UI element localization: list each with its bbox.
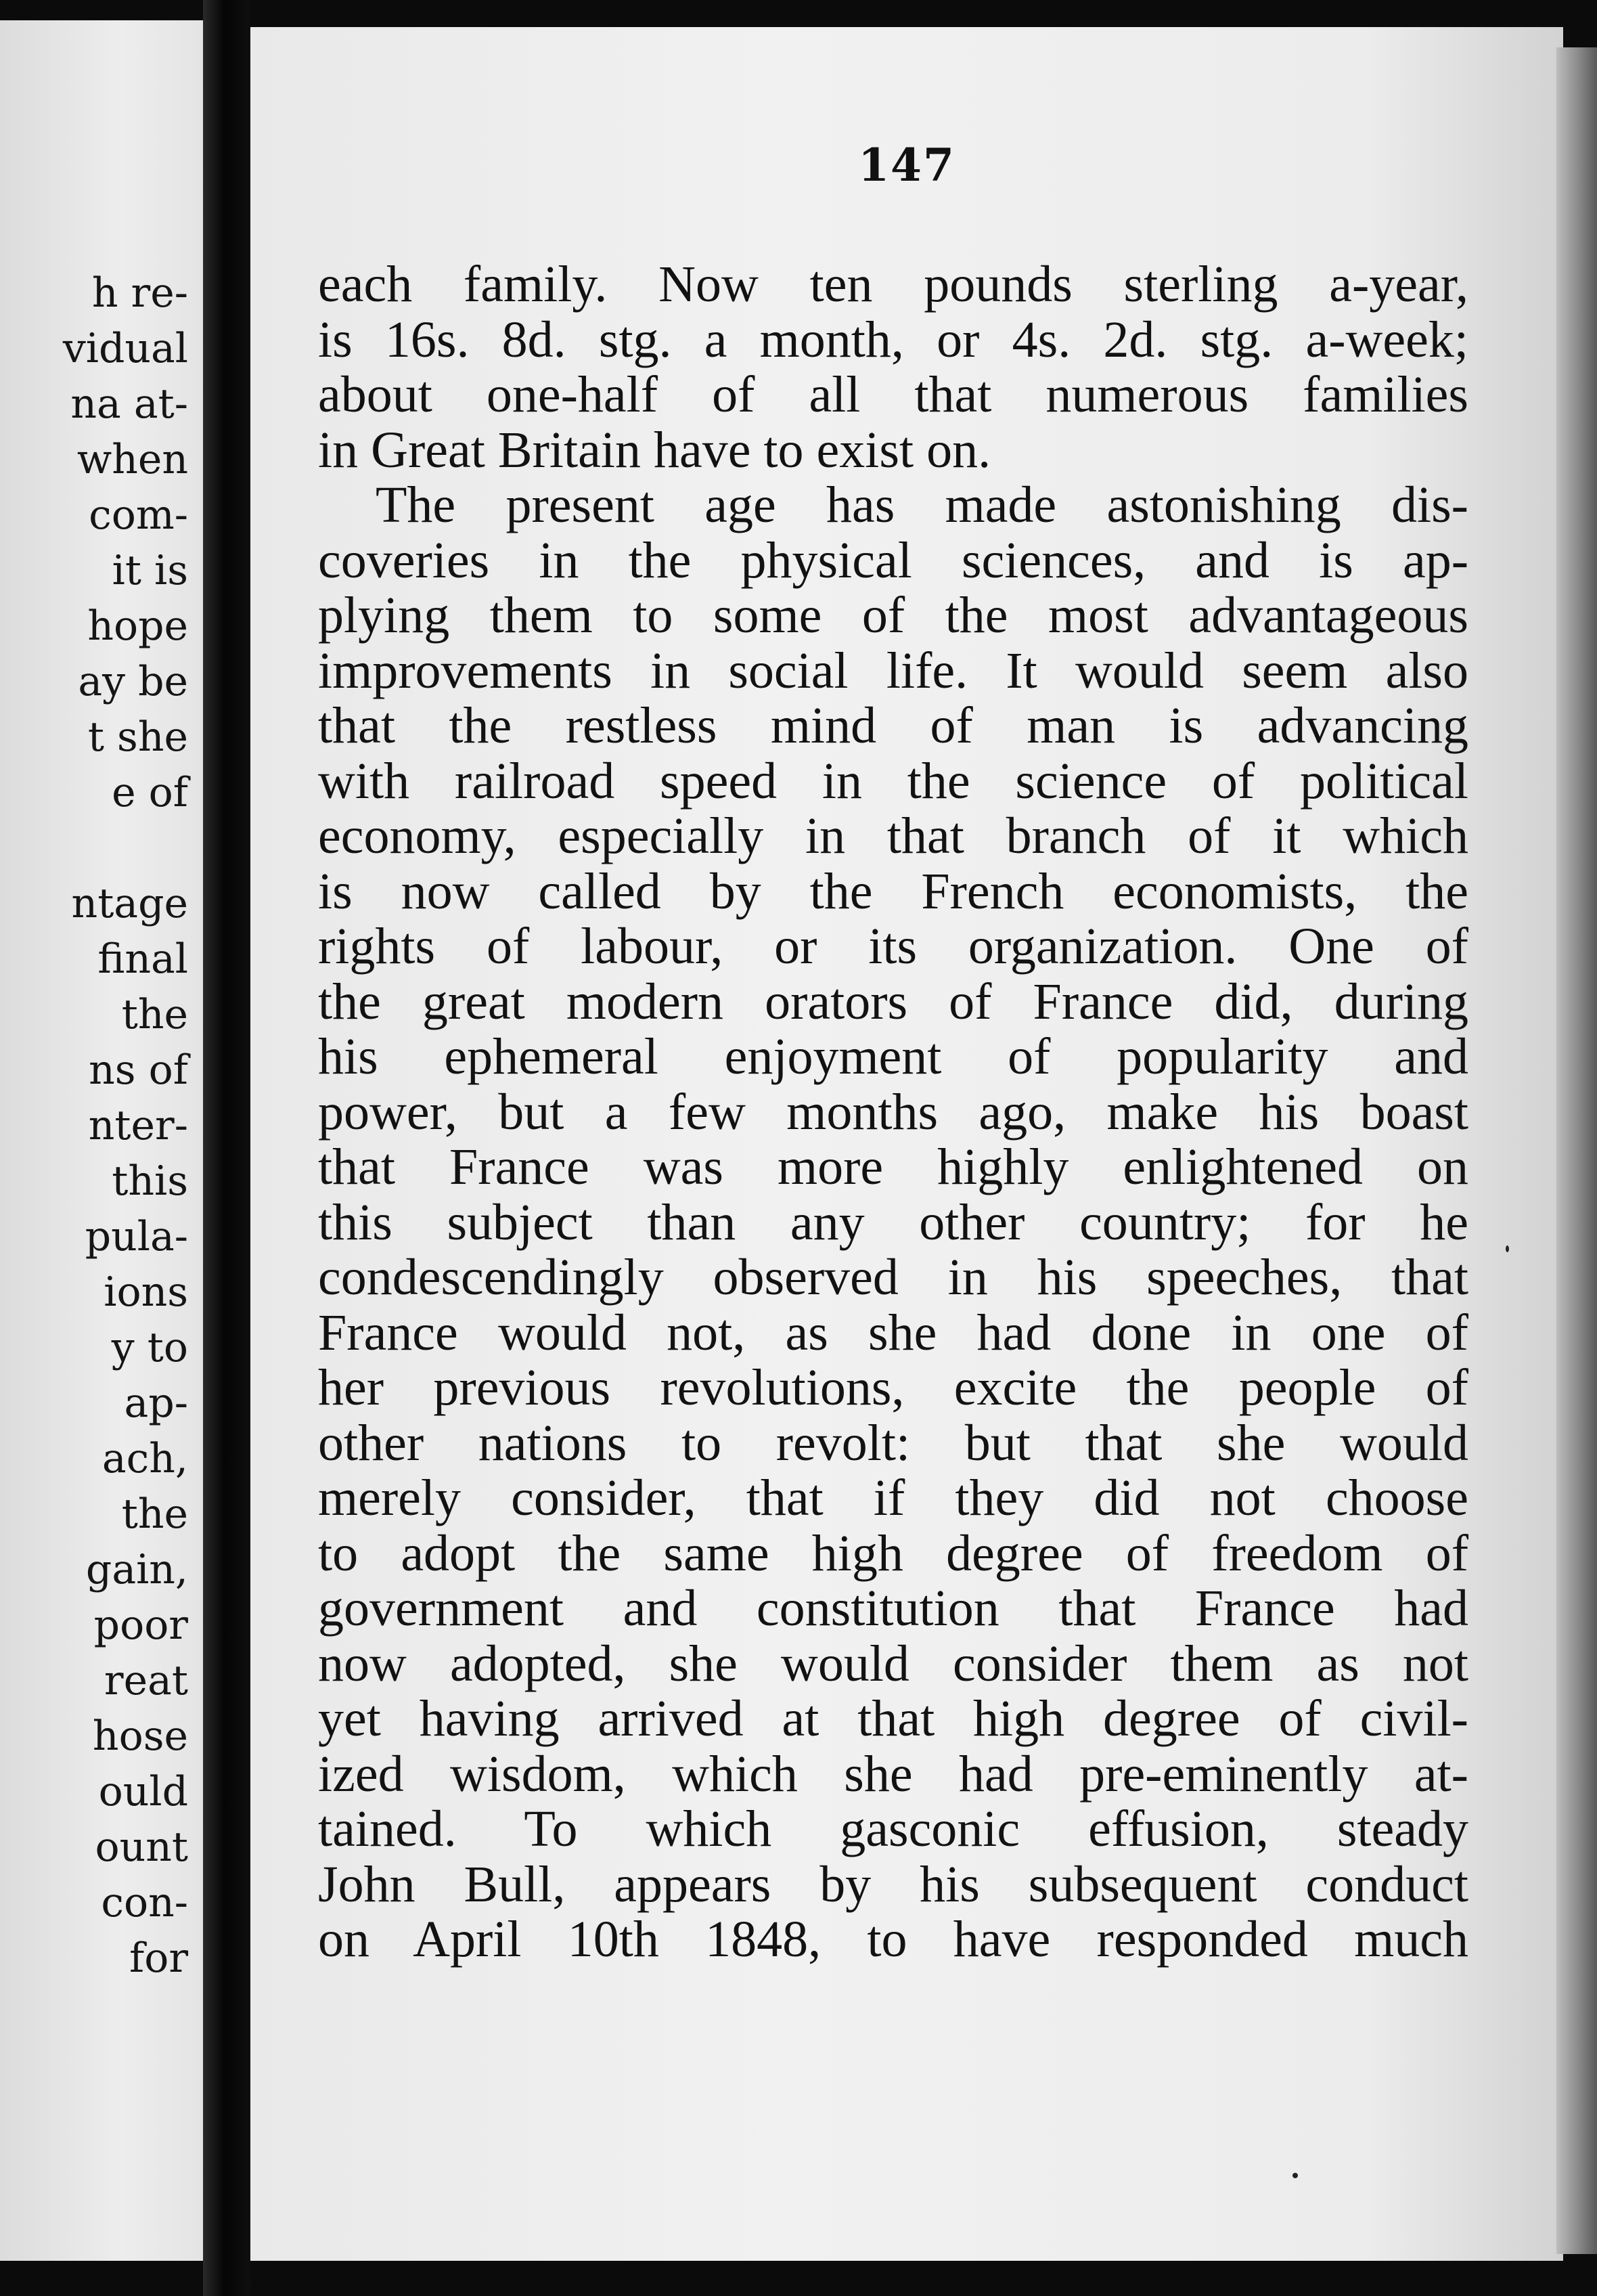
fragment-line: ould bbox=[98, 1768, 188, 1815]
text-line: in Great Britain have to exist on. bbox=[318, 421, 991, 479]
text-line: coveries in the physical sciences, and is ap- bbox=[318, 531, 1468, 589]
text-line: improvements in social life. It would seem also bbox=[318, 642, 1468, 699]
text-line: government and constitution that France had bbox=[318, 1580, 1468, 1637]
previous-page-edge bbox=[0, 20, 203, 2261]
fragment-line: nter- bbox=[88, 1102, 188, 1149]
fragment-line: the bbox=[121, 991, 188, 1038]
text-line: on April 10th 1848, to have responded much bbox=[318, 1911, 1468, 1968]
fragment-line: pula- bbox=[85, 1213, 188, 1260]
fragment-line: it is bbox=[112, 547, 188, 594]
text-line: that the restless mind of man is advancing bbox=[318, 697, 1468, 754]
text-line: plying them to some of the most advantageous bbox=[318, 587, 1468, 644]
fragment-line: hope bbox=[87, 602, 188, 650]
fragment-line: the bbox=[121, 1491, 188, 1538]
text-line: the great modern orators of France did, during bbox=[318, 973, 1468, 1030]
text-line: power, but a few months ago, make his boast bbox=[318, 1083, 1468, 1141]
text-line: each family. Now ten pounds sterling a-year, bbox=[318, 256, 1468, 313]
text-line: The present age has made astonishing dis- bbox=[376, 477, 1468, 533]
text-line: yet having arrived at that high degree of civil- bbox=[318, 1690, 1468, 1747]
text-line: to adopt the same high degree of freedom of bbox=[318, 1524, 1468, 1582]
fragment-line: t she bbox=[87, 713, 188, 761]
fragment-line: vidual bbox=[62, 325, 188, 372]
fragment-line: ions bbox=[104, 1268, 188, 1316]
text-line: rights of labour, or its organization. One of bbox=[318, 918, 1468, 975]
fragment-line: for bbox=[129, 1935, 188, 1982]
text-line: John Bull, appears by his subsequent conduct bbox=[318, 1855, 1468, 1913]
fragment-line: poor bbox=[93, 1602, 188, 1649]
page-number: 147 bbox=[858, 139, 955, 192]
text-line: now adopted, she would consider them as not bbox=[318, 1635, 1468, 1692]
text-line: with railroad speed in the science of political bbox=[318, 752, 1468, 810]
fragment-line: ount bbox=[95, 1824, 188, 1871]
fragment-line: ay be bbox=[78, 658, 188, 705]
fragment-line: e of bbox=[112, 769, 188, 816]
text-line: economy, especially in that branch of it which bbox=[318, 808, 1468, 864]
fragment-line: na at- bbox=[70, 380, 188, 428]
book-gutter bbox=[203, 0, 250, 2296]
fragment-line: final bbox=[97, 935, 188, 983]
ink-speck bbox=[1292, 2173, 1298, 2178]
text-line: that France was more highly enlightened on bbox=[318, 1139, 1468, 1195]
fragment-line: ap- bbox=[124, 1379, 188, 1427]
fragment-line: when bbox=[76, 436, 188, 483]
page-edge-shadow bbox=[1556, 47, 1597, 2254]
text-line: France would not, as she had done in one of bbox=[318, 1304, 1468, 1361]
fragment-line: hose bbox=[92, 1713, 188, 1760]
previous-page-text bbox=[63, 265, 188, 1986]
text-line: ized wisdom, which she had pre-eminently at- bbox=[318, 1745, 1468, 1803]
text-line: is now called by the French economists, the bbox=[318, 862, 1468, 920]
text-line: his ephemeral enjoyment of popularity and bbox=[318, 1028, 1468, 1085]
fragment-line: ach, bbox=[102, 1435, 188, 1482]
main-page bbox=[250, 27, 1563, 2261]
fragment-line: gain, bbox=[85, 1546, 188, 1593]
fragment-line: com- bbox=[89, 491, 188, 539]
fragment-gap bbox=[63, 820, 188, 876]
fragment-line: y to bbox=[111, 1324, 188, 1371]
text-line: other nations to revolt: but that she would bbox=[318, 1414, 1468, 1472]
fragment-line: ns of bbox=[89, 1046, 188, 1094]
text-line: merely consider, that if they did not choose bbox=[318, 1470, 1468, 1526]
text-line: tained. To which gasconic effusion, steady bbox=[318, 1801, 1468, 1857]
fragment-line: h re- bbox=[91, 269, 188, 317]
text-line: about one-half of all that numerous families bbox=[318, 366, 1468, 423]
text-line: is 16s. 8d. stg. a month, or 4s. 2d. stg. a-week; bbox=[318, 311, 1468, 368]
fragment-line: this bbox=[112, 1157, 188, 1205]
text-line: her previous revolutions, excite the people of bbox=[318, 1359, 1468, 1416]
text-line: condescendingly observed in his speeches, that bbox=[318, 1249, 1468, 1306]
fragment-line: con- bbox=[101, 1879, 188, 1926]
fragment-line: reat bbox=[104, 1657, 188, 1704]
page-body-text bbox=[318, 257, 1468, 1968]
ink-speck bbox=[1506, 1245, 1509, 1252]
text-line: this subject than any other country; for he bbox=[318, 1193, 1468, 1251]
fragment-line: ntage bbox=[71, 880, 188, 927]
